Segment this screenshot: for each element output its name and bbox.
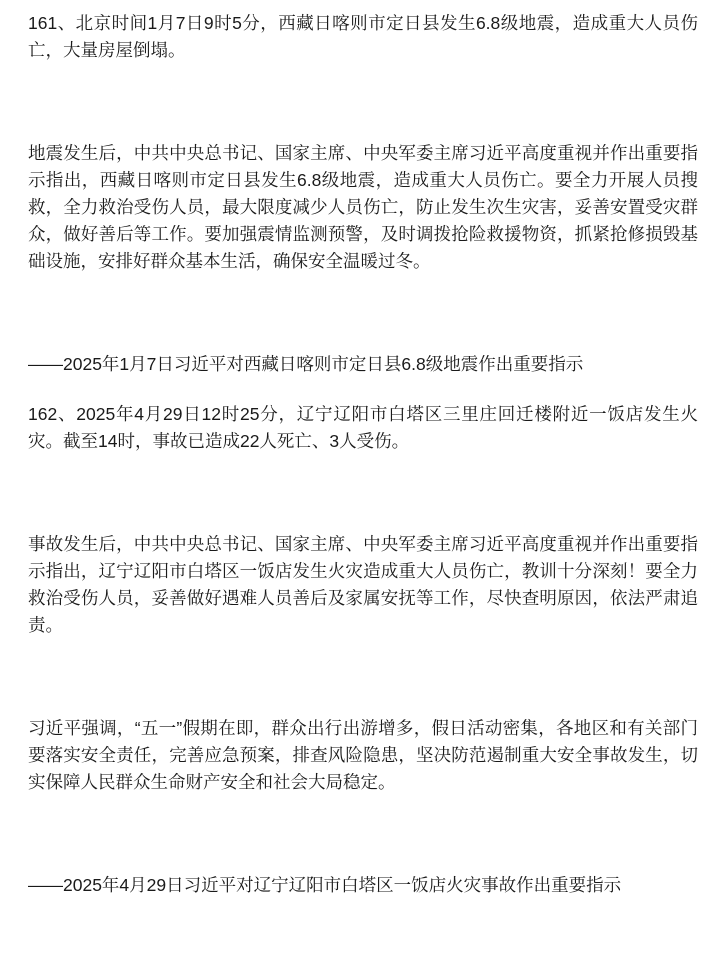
fire-attribution-line: ——2025年4月29日习近平对辽宁辽阳市白塔区一饭店火灾事故作出重要指示 [28, 875, 622, 895]
news-item-161-earthquake-summary: 161、北京时间1月7日9时5分，西藏日喀则市定日县发生6.8级地震，造成重大人员伤亡，大量房屋倒塌。 [28, 13, 698, 60]
news-item-162-fire-summary: 162、2025年4月29日12时25分，辽宁辽阳市白塔区三里庄回迁楼附近一饭店发生火灾。截至14时，事故已造成22人死亡、3人受伤。 [28, 404, 698, 451]
earthquake-attribution-line: ——2025年1月7日习近平对西藏日喀则市定日县6.8级地震作出重要指示 [28, 354, 584, 374]
holiday-safety-emphasis-paragraph: 习近平强调，“五一”假期在即，群众出行出游增多，假日活动密集，各地区和有关部门要落实安全责任，完善应急预案，排查风险隐患，坚决防范遏制重大安全事故发生，切实保障人民群众生命财产安全和社会大局稳定。 [28, 718, 698, 792]
fire-instruction-paragraph: 事故发生后，中共中央总书记、国家主席、中央军委主席习近平高度重视并作出重要指示指出，辽宁辽阳市白塔区一饭店发生火灾造成重大人员伤亡，教训十分深刻！要全力救治受伤人员，妥善做好遇难人员善后及家属安抚等工作，尽快查明原因，依法严肃追责。 [28, 534, 698, 635]
earthquake-instruction-paragraph: 地震发生后，中共中央总书记、国家主席、中央军委主席习近平高度重视并作出重要指示指出，西藏日喀则市定日县发生6.8级地震，造成重大人员伤亡。要全力开展人员搜救，全力救治受伤人员，最大限度减少人员伤亡，防止发生次生灾害，妥善安置受灾群众，做好善后等工作。要加强震情监测预警，及时调拨抢险救援物资，抓紧抢修损毁基础设施，安排好群众基本生活，确保安全温暖过冬。 [28, 143, 698, 271]
